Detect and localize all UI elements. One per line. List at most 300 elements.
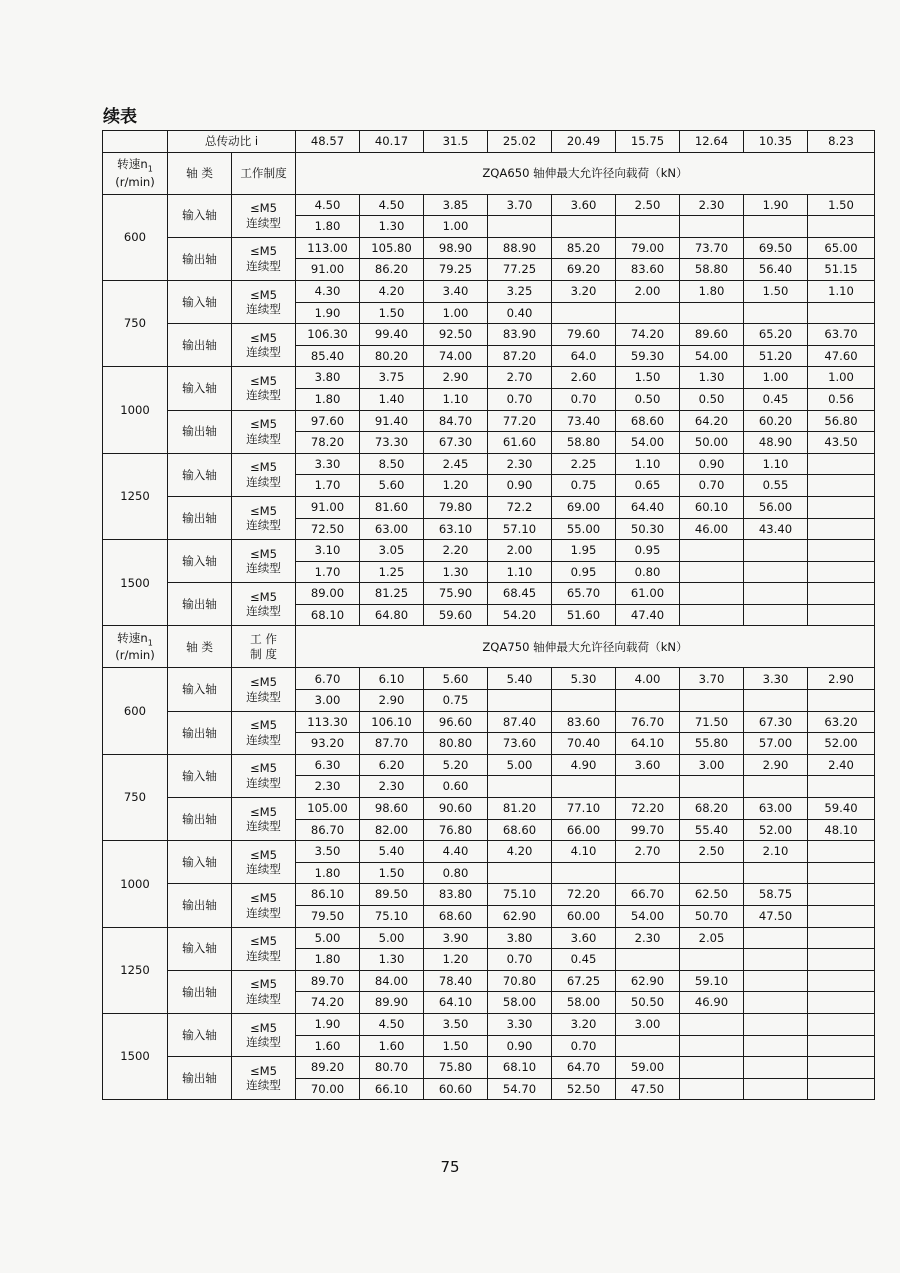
table-row (103, 927, 875, 949)
load-value: 3.70 (680, 668, 744, 690)
load-value: 3.90 (424, 927, 488, 949)
label-line: ≤M5 (249, 244, 278, 259)
label-line: ≤M5 (249, 934, 278, 949)
load-value: 78.20 (296, 432, 360, 454)
load-value: 46.00 (680, 518, 744, 540)
load-value: 2.30 (296, 776, 360, 798)
load-value: 48.10 (808, 819, 875, 841)
load-value: 0.70 (552, 388, 616, 410)
load-value: 66.00 (552, 819, 616, 841)
label-line: ≤M5 (249, 675, 278, 690)
load-value: 5.30 (552, 668, 616, 690)
load-value: 0.40 (488, 302, 552, 324)
load-value: 1.80 (296, 862, 360, 884)
load-value: 1.20 (424, 949, 488, 971)
load-value: 0.70 (488, 388, 552, 410)
load-value: 89.20 (296, 1057, 360, 1079)
ratio-value: 40.17 (360, 131, 424, 153)
table-row (103, 194, 875, 216)
load-value: 1.70 (296, 561, 360, 583)
duty-value (232, 1013, 296, 1056)
load-value: 2.90 (360, 690, 424, 712)
load-value (808, 1035, 875, 1057)
load-value: 0.45 (552, 949, 616, 971)
duty-value (232, 194, 296, 237)
load-value: 85.20 (552, 237, 616, 259)
label-line: ≤M5 (249, 417, 278, 432)
load-value: 80.80 (424, 733, 488, 755)
load-value (744, 992, 808, 1014)
load-value: 61.60 (488, 432, 552, 454)
load-value (616, 776, 680, 798)
load-value (680, 949, 744, 971)
load-value: 0.90 (680, 453, 744, 475)
load-value: 3.00 (680, 754, 744, 776)
table-row (103, 884, 875, 906)
load-value: 1.80 (296, 216, 360, 238)
section-header-row (103, 626, 875, 668)
load-value: 51.15 (808, 259, 875, 281)
speed-value: 750 (103, 280, 168, 366)
load-value (744, 583, 808, 605)
duty-header: 工作制度 (232, 152, 296, 194)
load-value: 1.95 (552, 540, 616, 562)
load-value: 0.55 (744, 475, 808, 497)
load-value: 1.60 (296, 1035, 360, 1057)
input-shaft-label: 输入轴 (168, 540, 232, 583)
load-value: 2.90 (808, 668, 875, 690)
load-value: 81.20 (488, 798, 552, 820)
load-value: 5.60 (360, 475, 424, 497)
load-value: 68.60 (424, 906, 488, 928)
load-value: 54.00 (680, 345, 744, 367)
load-value: 76.70 (616, 711, 680, 733)
load-value: 2.70 (488, 367, 552, 389)
load-value: 4.20 (360, 280, 424, 302)
load-value (808, 690, 875, 712)
load-value: 2.90 (424, 367, 488, 389)
label-line: 工 作 (250, 632, 277, 647)
load-value: 5.00 (488, 754, 552, 776)
load-value (808, 561, 875, 583)
ratio-value: 15.75 (616, 131, 680, 153)
load-value: 2.05 (680, 927, 744, 949)
load-value: 3.50 (296, 841, 360, 863)
table-row (103, 540, 875, 562)
load-value: 6.20 (360, 754, 424, 776)
load-value: 81.60 (360, 496, 424, 518)
table-row (103, 668, 875, 690)
load-value: 86.20 (360, 259, 424, 281)
speed-subscript: 1 (147, 164, 153, 174)
load-value: 1.70 (296, 475, 360, 497)
load-value: 1.30 (424, 561, 488, 583)
duty-value (232, 410, 296, 453)
load-value: 62.90 (616, 970, 680, 992)
load-value: 3.70 (488, 194, 552, 216)
load-value (808, 216, 875, 238)
load-value: 47.60 (808, 345, 875, 367)
load-value (808, 841, 875, 863)
load-value (616, 949, 680, 971)
page-number: 75 (440, 1158, 460, 1176)
load-value: 2.30 (360, 776, 424, 798)
label-line: 连续型 (246, 905, 281, 920)
table-row (103, 798, 875, 820)
load-value: 73.40 (552, 410, 616, 432)
ratio-value: 10.35 (744, 131, 808, 153)
input-shaft-label: 输入轴 (168, 754, 232, 797)
load-value: 1.10 (744, 453, 808, 475)
load-value: 64.10 (424, 992, 488, 1014)
load-value (808, 604, 875, 626)
load-value: 1.00 (744, 367, 808, 389)
load-value: 1.50 (360, 862, 424, 884)
load-value (680, 604, 744, 626)
load-value: 86.70 (296, 819, 360, 841)
duty-value (232, 324, 296, 367)
load-value: 2.45 (424, 453, 488, 475)
speed-subscript: 1 (147, 638, 153, 648)
load-value: 1.50 (360, 302, 424, 324)
load-value: 1.50 (744, 280, 808, 302)
load-value: 89.70 (296, 970, 360, 992)
speed-value: 750 (103, 754, 168, 840)
load-value: 2.00 (616, 280, 680, 302)
label-line: 连续型 (246, 258, 281, 273)
load-value: 0.80 (424, 862, 488, 884)
load-value: 5.40 (360, 841, 424, 863)
load-value: 98.60 (360, 798, 424, 820)
table-row (103, 1057, 875, 1079)
load-value: 68.60 (616, 410, 680, 432)
label-line: 连续型 (246, 948, 281, 963)
label-line: 连续型 (246, 345, 281, 360)
table-row (103, 496, 875, 518)
output-shaft-label: 输出轴 (168, 583, 232, 626)
table-row (103, 583, 875, 605)
load-value: 55.40 (680, 819, 744, 841)
load-value (744, 927, 808, 949)
duty-value (232, 1057, 296, 1100)
label-line: ≤M5 (249, 373, 278, 388)
speed-value: 1250 (103, 453, 168, 539)
section-header-row (103, 152, 875, 194)
load-value: 1.40 (360, 388, 424, 410)
ratio-value: 8.23 (808, 131, 875, 153)
load-value: 63.10 (424, 518, 488, 540)
output-shaft-label: 输出轴 (168, 970, 232, 1013)
load-value: 1.30 (680, 367, 744, 389)
load-value (744, 1057, 808, 1079)
output-shaft-label: 输出轴 (168, 798, 232, 841)
label-line: 连续型 (246, 689, 281, 704)
load-value: 71.50 (680, 711, 744, 733)
load-value (488, 776, 552, 798)
load-value: 6.70 (296, 668, 360, 690)
load-value (616, 1035, 680, 1057)
load-value: 70.40 (552, 733, 616, 755)
output-shaft-label: 输出轴 (168, 496, 232, 539)
load-value (616, 216, 680, 238)
load-value: 2.25 (552, 453, 616, 475)
load-value: 105.00 (296, 798, 360, 820)
load-value: 50.70 (680, 906, 744, 928)
load-value: 0.95 (616, 540, 680, 562)
load-value: 0.56 (808, 388, 875, 410)
table-row (103, 1013, 875, 1035)
load-value: 1.80 (296, 388, 360, 410)
load-value: 0.70 (552, 1035, 616, 1057)
load-value: 72.50 (296, 518, 360, 540)
load-value: 67.30 (424, 432, 488, 454)
load-value: 3.60 (616, 754, 680, 776)
load-value: 1.10 (616, 453, 680, 475)
load-value: 59.60 (424, 604, 488, 626)
table-row (103, 711, 875, 733)
table-row (103, 324, 875, 346)
load-value: 75.80 (424, 1057, 488, 1079)
label-line: ≤M5 (249, 1020, 278, 1035)
speed-value: 1500 (103, 540, 168, 626)
load-value: 74.00 (424, 345, 488, 367)
load-value: 51.60 (552, 604, 616, 626)
load-value (552, 776, 616, 798)
output-shaft-label: 输出轴 (168, 1057, 232, 1100)
load-value: 5.00 (360, 927, 424, 949)
load-value: 58.80 (552, 432, 616, 454)
load-value: 85.40 (296, 345, 360, 367)
label-line: 连续型 (246, 775, 281, 790)
load-value: 4.50 (360, 194, 424, 216)
label-line: (r/min) (115, 174, 155, 189)
load-value (744, 1013, 808, 1035)
load-value (680, 1057, 744, 1079)
output-shaft-label: 输出轴 (168, 237, 232, 280)
load-value (744, 604, 808, 626)
load-value (680, 302, 744, 324)
load-value: 47.50 (744, 906, 808, 928)
load-value: 72.2 (488, 496, 552, 518)
load-value: 48.90 (744, 432, 808, 454)
load-value: 69.20 (552, 259, 616, 281)
shaft-type-header: 轴 类 (168, 626, 232, 668)
load-value: 59.40 (808, 798, 875, 820)
load-value (808, 884, 875, 906)
load-value: 3.30 (744, 668, 808, 690)
load-value: 91.00 (296, 259, 360, 281)
load-value: 3.05 (360, 540, 424, 562)
output-shaft-label: 输出轴 (168, 410, 232, 453)
load-value (808, 949, 875, 971)
load-table (102, 130, 875, 1100)
load-value: 2.40 (808, 754, 875, 776)
load-value (808, 540, 875, 562)
duty-value (232, 237, 296, 280)
table-row (103, 367, 875, 389)
load-value (744, 302, 808, 324)
load-value: 73.60 (488, 733, 552, 755)
load-value: 47.40 (616, 604, 680, 626)
load-value: 73.30 (360, 432, 424, 454)
load-value (680, 1013, 744, 1035)
load-value: 63.70 (808, 324, 875, 346)
label-line: ≤M5 (249, 718, 278, 733)
ratio-value: 12.64 (680, 131, 744, 153)
load-value: 2.30 (616, 927, 680, 949)
load-value: 46.90 (680, 992, 744, 1014)
load-value (680, 561, 744, 583)
duty-value (232, 583, 296, 626)
load-value: 1.90 (744, 194, 808, 216)
load-value: 6.30 (296, 754, 360, 776)
label-line: 连续型 (246, 431, 281, 446)
load-value: 5.20 (424, 754, 488, 776)
load-value: 91.00 (296, 496, 360, 518)
load-value: 6.10 (360, 668, 424, 690)
load-value: 92.50 (424, 324, 488, 346)
label-line: 连续型 (246, 604, 281, 619)
load-value: 52.50 (552, 1078, 616, 1100)
load-value: 54.70 (488, 1078, 552, 1100)
load-value: 65.20 (744, 324, 808, 346)
load-value: 68.45 (488, 583, 552, 605)
load-value: 3.60 (552, 927, 616, 949)
table-row (103, 237, 875, 259)
load-value: 74.20 (616, 324, 680, 346)
load-value (744, 1035, 808, 1057)
load-value: 55.00 (552, 518, 616, 540)
load-value: 5.40 (488, 668, 552, 690)
label-line: ≤M5 (249, 804, 278, 819)
label-line: ≤M5 (249, 287, 278, 302)
load-value: 83.90 (488, 324, 552, 346)
duty-value (232, 841, 296, 884)
load-value: 87.40 (488, 711, 552, 733)
load-value: 89.90 (360, 992, 424, 1014)
load-value (744, 862, 808, 884)
duty-value (232, 367, 296, 410)
load-value: 52.00 (744, 819, 808, 841)
input-shaft-label: 输入轴 (168, 453, 232, 496)
load-value: 79.80 (424, 496, 488, 518)
load-value: 64.10 (616, 733, 680, 755)
label-line: 连续型 (246, 215, 281, 230)
load-value (808, 776, 875, 798)
load-value: 50.50 (616, 992, 680, 1014)
load-value: 1.30 (360, 216, 424, 238)
label-line: ≤M5 (249, 546, 278, 561)
input-shaft-label: 输入轴 (168, 194, 232, 237)
output-shaft-label: 输出轴 (168, 884, 232, 927)
load-value: 58.00 (488, 992, 552, 1014)
input-shaft-label: 输入轴 (168, 841, 232, 884)
duty-value (232, 496, 296, 539)
label-line: 连续型 (246, 474, 281, 489)
load-value: 0.70 (488, 949, 552, 971)
load-value: 2.20 (424, 540, 488, 562)
load-value: 58.75 (744, 884, 808, 906)
load-value: 70.00 (296, 1078, 360, 1100)
label-line: 连续型 (246, 862, 281, 877)
load-value: 3.00 (616, 1013, 680, 1035)
load-value: 93.20 (296, 733, 360, 755)
label-line: 连续型 (246, 302, 281, 317)
load-value (744, 561, 808, 583)
load-value (680, 216, 744, 238)
load-value: 1.50 (424, 1035, 488, 1057)
load-value: 59.30 (616, 345, 680, 367)
load-value (552, 302, 616, 324)
load-value: 0.65 (616, 475, 680, 497)
load-value: 1.00 (424, 302, 488, 324)
load-value (680, 690, 744, 712)
input-shaft-label: 输入轴 (168, 668, 232, 711)
load-value: 63.20 (808, 711, 875, 733)
load-value: 4.20 (488, 841, 552, 863)
load-value: 75.10 (488, 884, 552, 906)
duty-value (232, 711, 296, 754)
load-value: 74.20 (296, 992, 360, 1014)
load-value: 60.60 (424, 1078, 488, 1100)
load-value (744, 540, 808, 562)
load-value: 56.00 (744, 496, 808, 518)
load-value (808, 927, 875, 949)
load-value: 4.50 (360, 1013, 424, 1035)
load-value (616, 690, 680, 712)
load-value: 3.00 (296, 690, 360, 712)
load-value: 81.25 (360, 583, 424, 605)
label-line: ≤M5 (249, 330, 278, 345)
label-line: 制 度 (250, 646, 277, 661)
load-value (744, 776, 808, 798)
load-value: 0.75 (424, 690, 488, 712)
load-value (808, 862, 875, 884)
load-value: 63.00 (744, 798, 808, 820)
load-value: 77.20 (488, 410, 552, 432)
empty-cell (103, 131, 168, 153)
load-value (680, 1078, 744, 1100)
load-value: 89.50 (360, 884, 424, 906)
load-value: 54.00 (616, 432, 680, 454)
table-row (103, 841, 875, 863)
load-value: 64.80 (360, 604, 424, 626)
load-value: 83.60 (616, 259, 680, 281)
load-value: 80.20 (360, 345, 424, 367)
load-value: 0.50 (616, 388, 680, 410)
load-value: 2.50 (616, 194, 680, 216)
label-line: ≤M5 (249, 891, 278, 906)
table-row (103, 280, 875, 302)
input-shaft-label: 输入轴 (168, 927, 232, 970)
load-value: 98.90 (424, 237, 488, 259)
section-caption: ZQA750 轴伸最大允许径向载荷（kN） (296, 626, 875, 668)
load-value: 62.50 (680, 884, 744, 906)
load-value: 99.40 (360, 324, 424, 346)
load-value: 77.25 (488, 259, 552, 281)
duty-value (232, 884, 296, 927)
load-value: 79.00 (616, 237, 680, 259)
load-value (744, 949, 808, 971)
load-value: 76.80 (424, 819, 488, 841)
load-value: 59.10 (680, 970, 744, 992)
load-value: 2.30 (680, 194, 744, 216)
load-value: 65.00 (808, 237, 875, 259)
load-value (552, 216, 616, 238)
load-value (744, 970, 808, 992)
load-value (680, 776, 744, 798)
load-value (744, 690, 808, 712)
